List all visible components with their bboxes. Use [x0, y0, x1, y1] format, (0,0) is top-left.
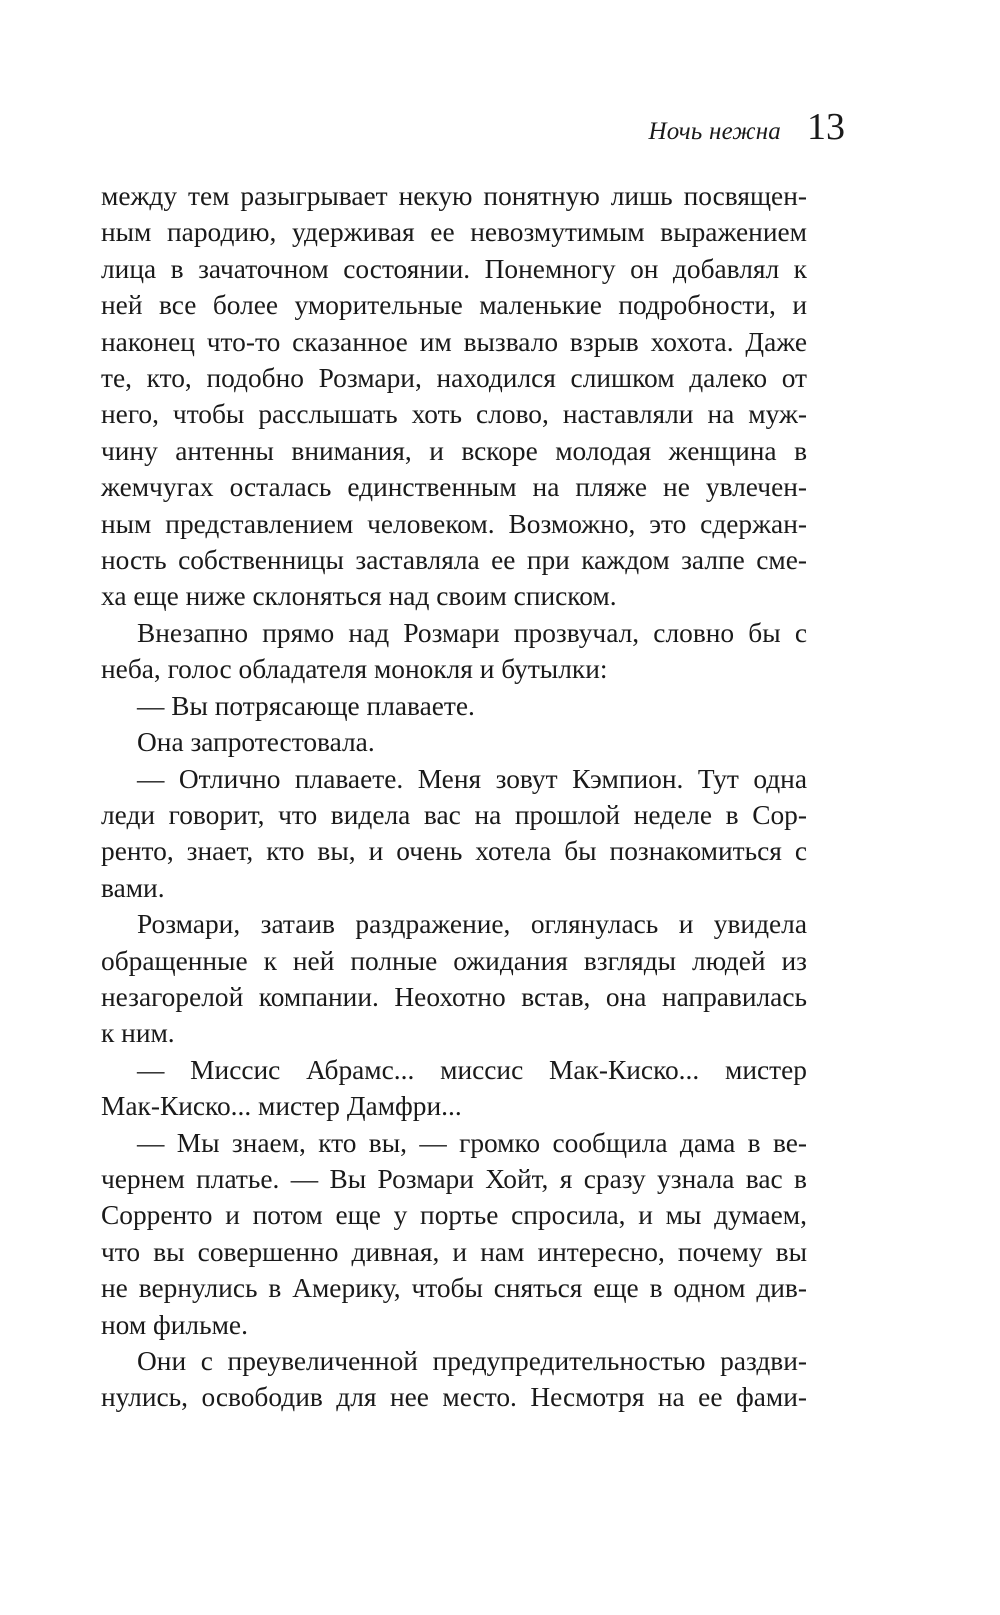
text-line: — Отлично плаваете. Меня зовут Кэмпион. Тут одна [137, 763, 807, 794]
text-line: — Миссис Абрамс... миссис Мак-Киско... мистер [137, 1054, 807, 1085]
text-line: не вернулись в Америку, чтобы сняться еще в одном див- [101, 1273, 807, 1304]
page-number: 13 [807, 106, 845, 148]
text-line: вами. [101, 872, 165, 903]
text-line: Внезапно прямо над Розмари прозвучал, словно бы с [137, 617, 807, 648]
text-line: ха еще ниже склоняться над своим списком. [101, 581, 617, 612]
text-line: обращенные к ней полные ожидания взгляды людей из [101, 945, 807, 976]
text-line: Мак-Киско... мистер Дамфри... [101, 1091, 462, 1122]
running-head [649, 108, 846, 146]
text-line: леди говорит, что видела вас на прошлой неделе в Сор- [101, 799, 807, 830]
text-line: нулись, освободив для нее место. Несмотря на ее фами- [101, 1382, 807, 1413]
text-line: чину антенны внимания, и вскоре молодая женщина в [101, 435, 807, 466]
text-line: ренто, знает, кто вы, и очень хотела бы познакомиться с [101, 836, 807, 867]
text-line: Они с преувеличенной предупредительностью раздви- [137, 1346, 807, 1376]
text-line: жемчугах осталась единственным на пляже не увлечен- [101, 472, 807, 503]
text-line: те, кто, подобно Розмари, находился слишком далеко от [101, 363, 807, 394]
text-line: него, чтобы расслышать хоть слово, наставляли на муж- [101, 399, 807, 430]
text-line: наконец что-то сказанное им вызвало взрыв хохота. Даже [101, 326, 807, 357]
body-text [101, 178, 807, 1416]
text-line: к ним. [101, 1018, 175, 1049]
text-line: — Вы потрясающе плаваете. [137, 690, 475, 721]
text-line: ней все более уморительные маленькие подробности, и [101, 290, 807, 321]
text-line: лица в зачаточном состоянии. Понемногу он добавлял к [101, 253, 807, 284]
text-line: между тем разыгрывает некую понятную лишь посвящен- [101, 181, 807, 211]
text-line: ном фильме. [101, 1309, 248, 1340]
text-line: ность собственницы заставляла ее при каждом залпе сме- [101, 545, 807, 576]
text-line: что вы совершенно дивная, и нам интересно, почему вы [101, 1236, 807, 1267]
text-line: Сорренто и потом еще у портье спросила, и мы думаем, [101, 1200, 807, 1231]
text-line: ным представлением человеком. Возможно, это сдержан- [101, 508, 807, 539]
text-line: Розмари, затаив раздражение, оглянулась и увидела [137, 909, 807, 940]
text-line: чернем платье. — Вы Розмари Хойт, я сразу узнала вас в [101, 1163, 807, 1194]
text-line: — Мы знаем, кто вы, — громко сообщила дама в ве- [137, 1127, 807, 1158]
text-line: неба, голос обладателя монокля и бутылки: [101, 654, 608, 685]
text-line: незагорелой компании. Неохотно встав, она направилась [101, 981, 807, 1012]
running-title: Ночь нежна [648, 118, 781, 145]
text-line: Она запротестовала. [137, 727, 375, 758]
text-line: ным пародию, удерживая ее невозмутимым выражением [101, 217, 807, 248]
